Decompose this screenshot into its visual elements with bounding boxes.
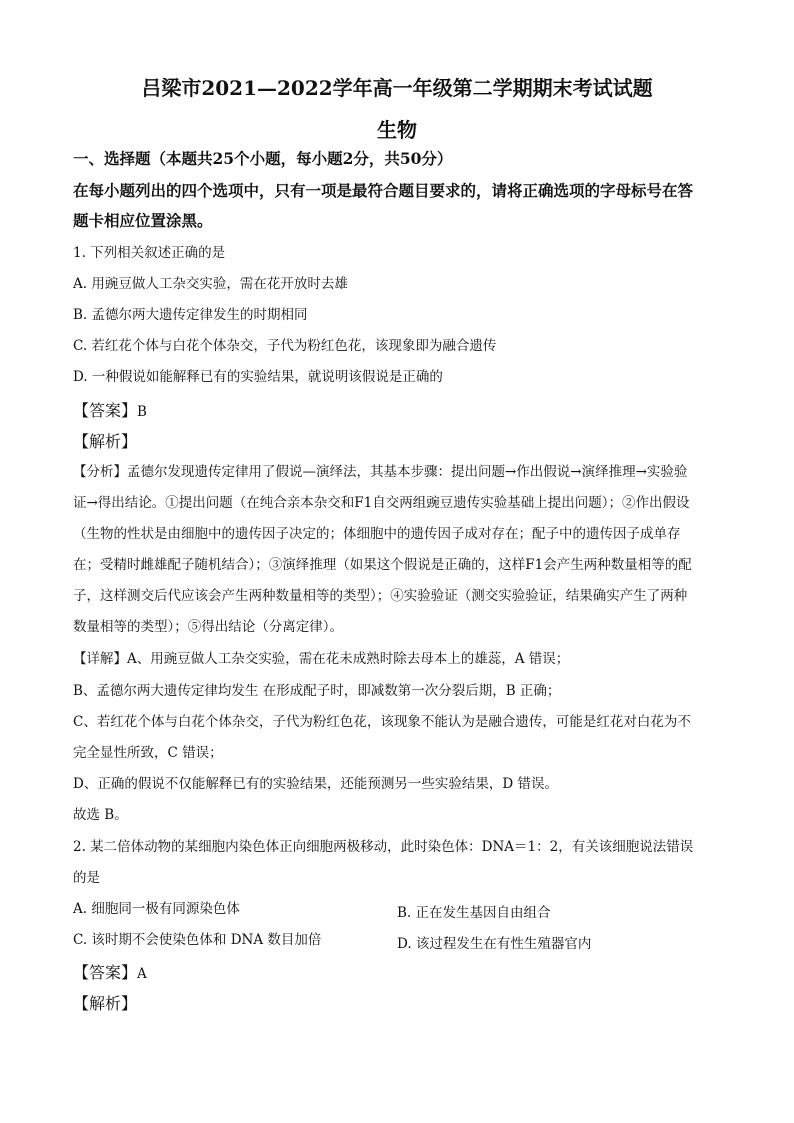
q1-option-d: D. 一种假说如能解释已有的实验结果，就说明该假说是正确的 xyxy=(73,369,443,385)
q2-stem-line-1: 2. 某二倍体动物的某细胞内染色体正向细胞两极移动，此时染色体：DNA＝1：2，有关该细胞说法错误 xyxy=(73,839,694,855)
q2-analysis-label: 【解析】 xyxy=(73,994,138,1013)
q1-analysis-line-3: （生物的性状是由细胞中的遗传因子决定的；体细胞中的遗传因子成对存在；配子中的遗传因子成单存 xyxy=(73,526,681,542)
q1-detail-line-4: 完全显性所致，C 错误； xyxy=(73,745,223,761)
q1-analysis-line-2: 证→得出结论。①提出问题（在纯合亲本杂交和F1自交两组豌豆遗传实验基础上提出问题）；②作出假设 xyxy=(73,495,690,511)
instructions-line-2: 题卡相应位置涂黑。 xyxy=(73,211,213,230)
q1-detail-line-3: C、若红花个体与白花个体杂交，子代为粉红色花，该现象不能认为是融合遗传，可能是红花对白花为不 xyxy=(73,714,691,730)
q1-detail-line-6: 故选 B。 xyxy=(73,807,128,823)
q2-option-c: C. 该时期不会使染色体和 DNA 数目加倍 xyxy=(73,932,322,948)
q1-answer-value: B xyxy=(137,404,147,420)
q1-stem: 1. 下列相关叙述正确的是 xyxy=(73,245,226,261)
q1-option-a: A. 用豌豆做人工杂交实验，需在花开放时去雄 xyxy=(73,276,348,292)
q1-analysis-label: 【解析】 xyxy=(73,432,138,451)
q1-analysis-line-4: 在；受精时雌雄配子随机结合）；③演绎推理（如果这个假说是正确的，这样F1会产生两种数量相等的配 xyxy=(73,557,692,573)
q2-option-a: A. 细胞同一极有同源染色体 xyxy=(73,901,240,917)
q1-analysis-line-5: 子，这样测交后代应该会产生两种数量相等的类型）；④实验验证（测交实验验证，结果确实产生了两种 xyxy=(73,588,688,604)
q1-option-c: C. 若红花个体与白花个体杂交，子代为粉红色花，该现象即为融合遗传 xyxy=(73,338,497,354)
q2-answer-value: A xyxy=(137,966,147,982)
q1-detail-line-5: D、正确的假说不仅能解释已有的实验结果，还能预测另一些实验结果，D 错误。 xyxy=(73,776,558,792)
q1-answer-row xyxy=(73,401,147,420)
section-heading: 一、选择题（本题共25个小题，每小题2分，共50分） xyxy=(73,149,453,168)
q1-analysis-line-1: 【分析】孟德尔发现遗传定律用了假说—演绎法，其基本步骤：提出问题→作出假说→演绎推理→实验验 xyxy=(73,464,688,480)
q2-answer-row xyxy=(73,963,147,982)
q1-answer-label: 【答案】 xyxy=(73,401,138,420)
q1-detail-line-2: B、孟德尔两大遗传定律均发生 在形成配子时，即减数第一次分裂后期，B 正确； xyxy=(73,683,561,699)
q1-detail-line-1: 【详解】A、用豌豆做人工杂交实验，需在花未成熟时除去母本上的雄蕊，A 错误； xyxy=(73,651,570,667)
q1-analysis-line-6: 数量相等的类型）；⑤得出结论（分离定律）。 xyxy=(73,619,343,635)
q1-option-b: B. 孟德尔两大遗传定律发生的时期相同 xyxy=(73,307,308,323)
q2-answer-label: 【答案】 xyxy=(73,963,138,982)
exam-title: 吕梁市2021—2022学年高一年级第二学期期末考试试题 xyxy=(141,76,653,100)
q2-stem-line-2: 的是 xyxy=(73,870,100,886)
q2-option-b: B. 正在发生基因自由组合 xyxy=(397,905,551,921)
instructions-line-1: 在每小题列出的四个选项中，只有一项是最符合题目要求的，请将正确选项的字母标号在答 xyxy=(73,181,694,200)
subject-title: 生物 xyxy=(377,118,417,142)
q2-option-d: D. 该过程发生在有性生殖器官内 xyxy=(397,936,592,952)
